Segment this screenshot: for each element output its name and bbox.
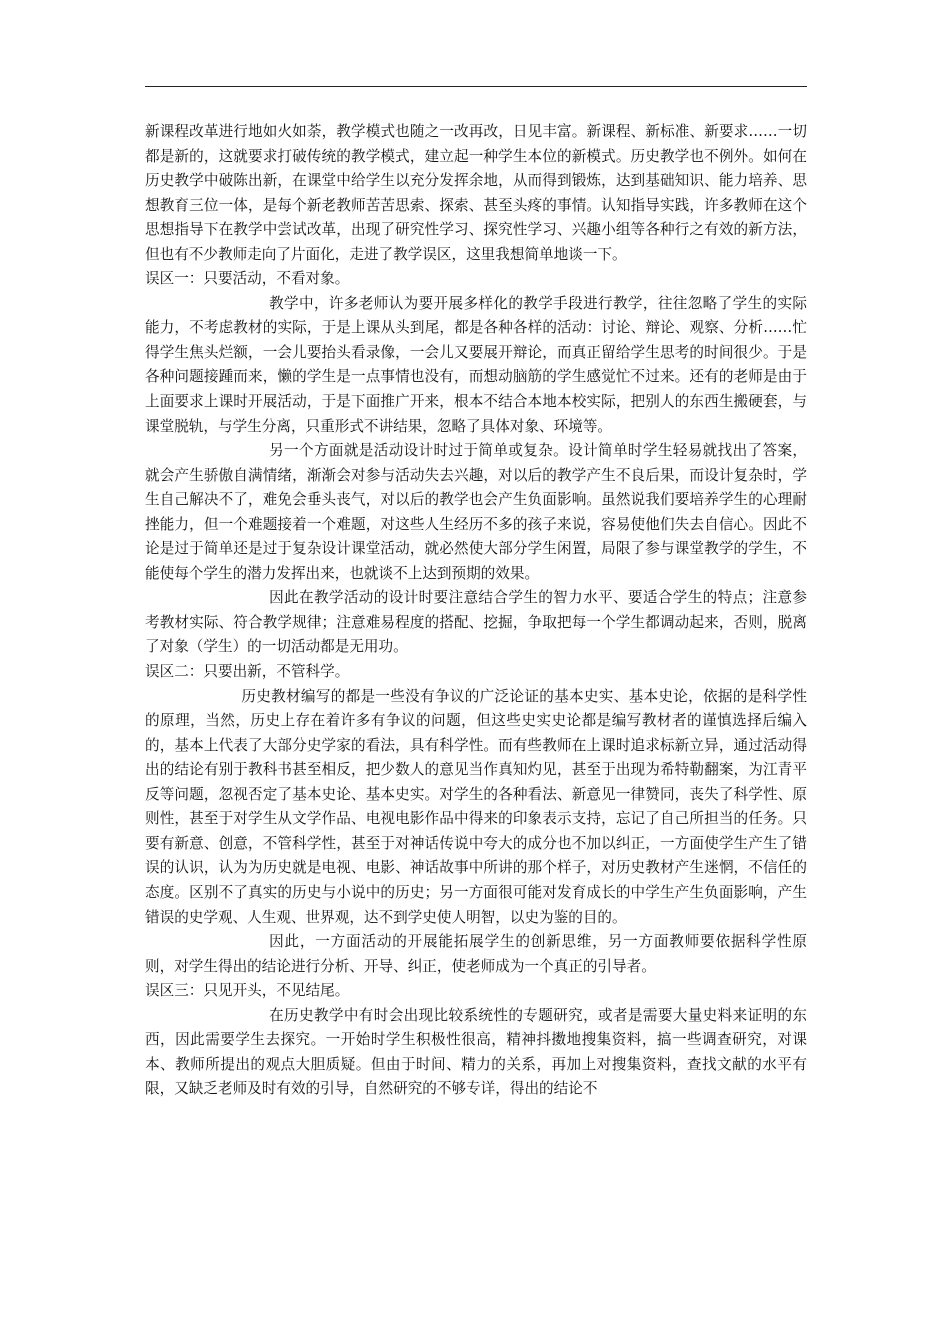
section-1-paragraph-1: 教学中，许多老师认为要开展多样化的教学手段进行教学，往往忽略了学生的实际能力，不考虑教材的实际，于是上课从头到尾，都是各种各样的活动：讨论、辩论、观察、分析……忙得学生焦头烂额，一会儿要抬头看录像，一会儿又要展开辩论，而真正留给学生思考的时间很少。于是各种问题接踵而来，懒的学生是一点事情也没有，而想动脑筋的学生感觉忙不过来。还有的老师是由于上面要求上课时开展活动，于是下面推广开来，根本不结合本地本校实际，把别人的东西生搬硬套，与课堂脱轨，与学生分离，只重形式不讲结果，忽略了具体对象、环境等。 bbox=[145, 294, 807, 435]
section-heading-1: 误区一：只要活动，不看对象。 bbox=[145, 270, 350, 288]
section-heading-3: 误区三：只见开头，不见结尾。 bbox=[145, 982, 350, 1000]
header-rule bbox=[145, 86, 807, 87]
section-2-paragraph-2: 因此，一方面活动的开展能拓展学生的创新思维，另一方面教师要依据科学性原则，对学生得出的结论进行分析、开导、纠正，使老师成为一个真正的引导者。 bbox=[145, 933, 807, 975]
section-3-paragraph-1: 在历史教学中有时会出现比较系统性的专题研究，或者是需要大量史料来证明的东西，因此需要学生去探究。一开始时学生积极性很高，精神抖擞地搜集资料，搞一些调查研究，对课本、教师所提出的观点大胆质疑。但由于时间、精力的关系，再加上对搜集资料，查找文献的水平有限，又缺乏老师及时有效的引导，自然研究的不够专详，得出的结论不 bbox=[145, 1006, 807, 1098]
section-heading-2: 误区二：只要出新，不管科学。 bbox=[145, 663, 350, 681]
intro-paragraph: 新课程改革进行地如火如荼，教学模式也随之一改再改，日见丰富。新课程、新标准、新要求……一切都是新的，这就要求打破传统的教学模式，建立起一种学生本位的新模式。历史教学也不例外。如何在历史教学中破陈出新，在课堂中给学生以充分发挥余地，从而得到锻炼，达到基础知识、能力培养、思想教育三位一体，是每个新老教师苦苦思索、探索、甚至头疼的事情。认知指导实践，许多教师在这个思想指导下在教学中尝试改革，出现了研究性学习、探究性学习、兴趣小组等各种行之有效的新方法，但也有不少教师走向了片面化，走进了教学误区，这里我想简单地谈一下。 bbox=[145, 123, 807, 263]
document-body bbox=[145, 120, 807, 1102]
section-1-paragraph-2: 另一个方面就是活动设计时过于简单或复杂。设计简单时学生轻易就找出了答案，就会产生骄傲自满情绪，渐渐会对参与活动失去兴趣，对以后的教学产生不良后果，而设计复杂时，学生自己解决不了，难免会垂头丧气，对以后的教学也会产生负面影响。虽然说我们要培养学生的心理耐挫能力，但一个难题接着一个难题，对这些人生经历不多的孩子来说，容易使他们失去自信心。因此不论是过于简单还是过于复杂设计课堂活动，就必然使大部分学生闲置，局限了参与课堂教学的学生，不能使每个学生的潜力发挥出来，也就谈不上达到预期的效果。 bbox=[145, 442, 807, 582]
section-1-paragraph-3: 因此在教学活动的设计时要注意结合学生的智力水平、要适合学生的特点；注意参考教材实际、符合教学规律；注意难易程度的搭配、挖掘，争取把每一个学生都调动起来，否则，脱离了对象（学生）的一切活动都是无用功。 bbox=[145, 589, 807, 656]
section-2-paragraph-1: 历史教材编写的都是一些没有争议的广泛论证的基本史实、基本史论，依据的是科学性的原理，当然，历史上存在着许多有争议的问题，但这些史实史论都是编写教材者的谨慎选择后编入的，基本上代表了大部分史学家的看法，具有科学性。而有些教师在上课时追求标新立异，通过活动得出的结论有别于教科书甚至相反，把少数人的意见当作真知灼见，甚至于出现为希特勒翻案，为江青平反等问题，忽视否定了基本史论、基本史实。对学生的各种看法、新意见一律赞同，丧失了科学性、原则性，甚至于对学生从文学作品、电视电影作品中得来的印象表示支持，忘记了自己所担当的任务。只要有新意、创意，不管科学性，甚至于对神话传说中夸大的成分也不加以纠正，一方面使学生产生了错误的认识，认为为历史就是电视、电影、神话故事中所讲的那个样子，对历史教材产生迷惘，不信任的态度。区别不了真实的历史与小说中的历史；另一方面很可能对发育成长的中学生产生负面影响，产生错误的史学观、人生观、世界观，达不到学史使人明智，以史为鉴的目的。 bbox=[145, 687, 807, 926]
